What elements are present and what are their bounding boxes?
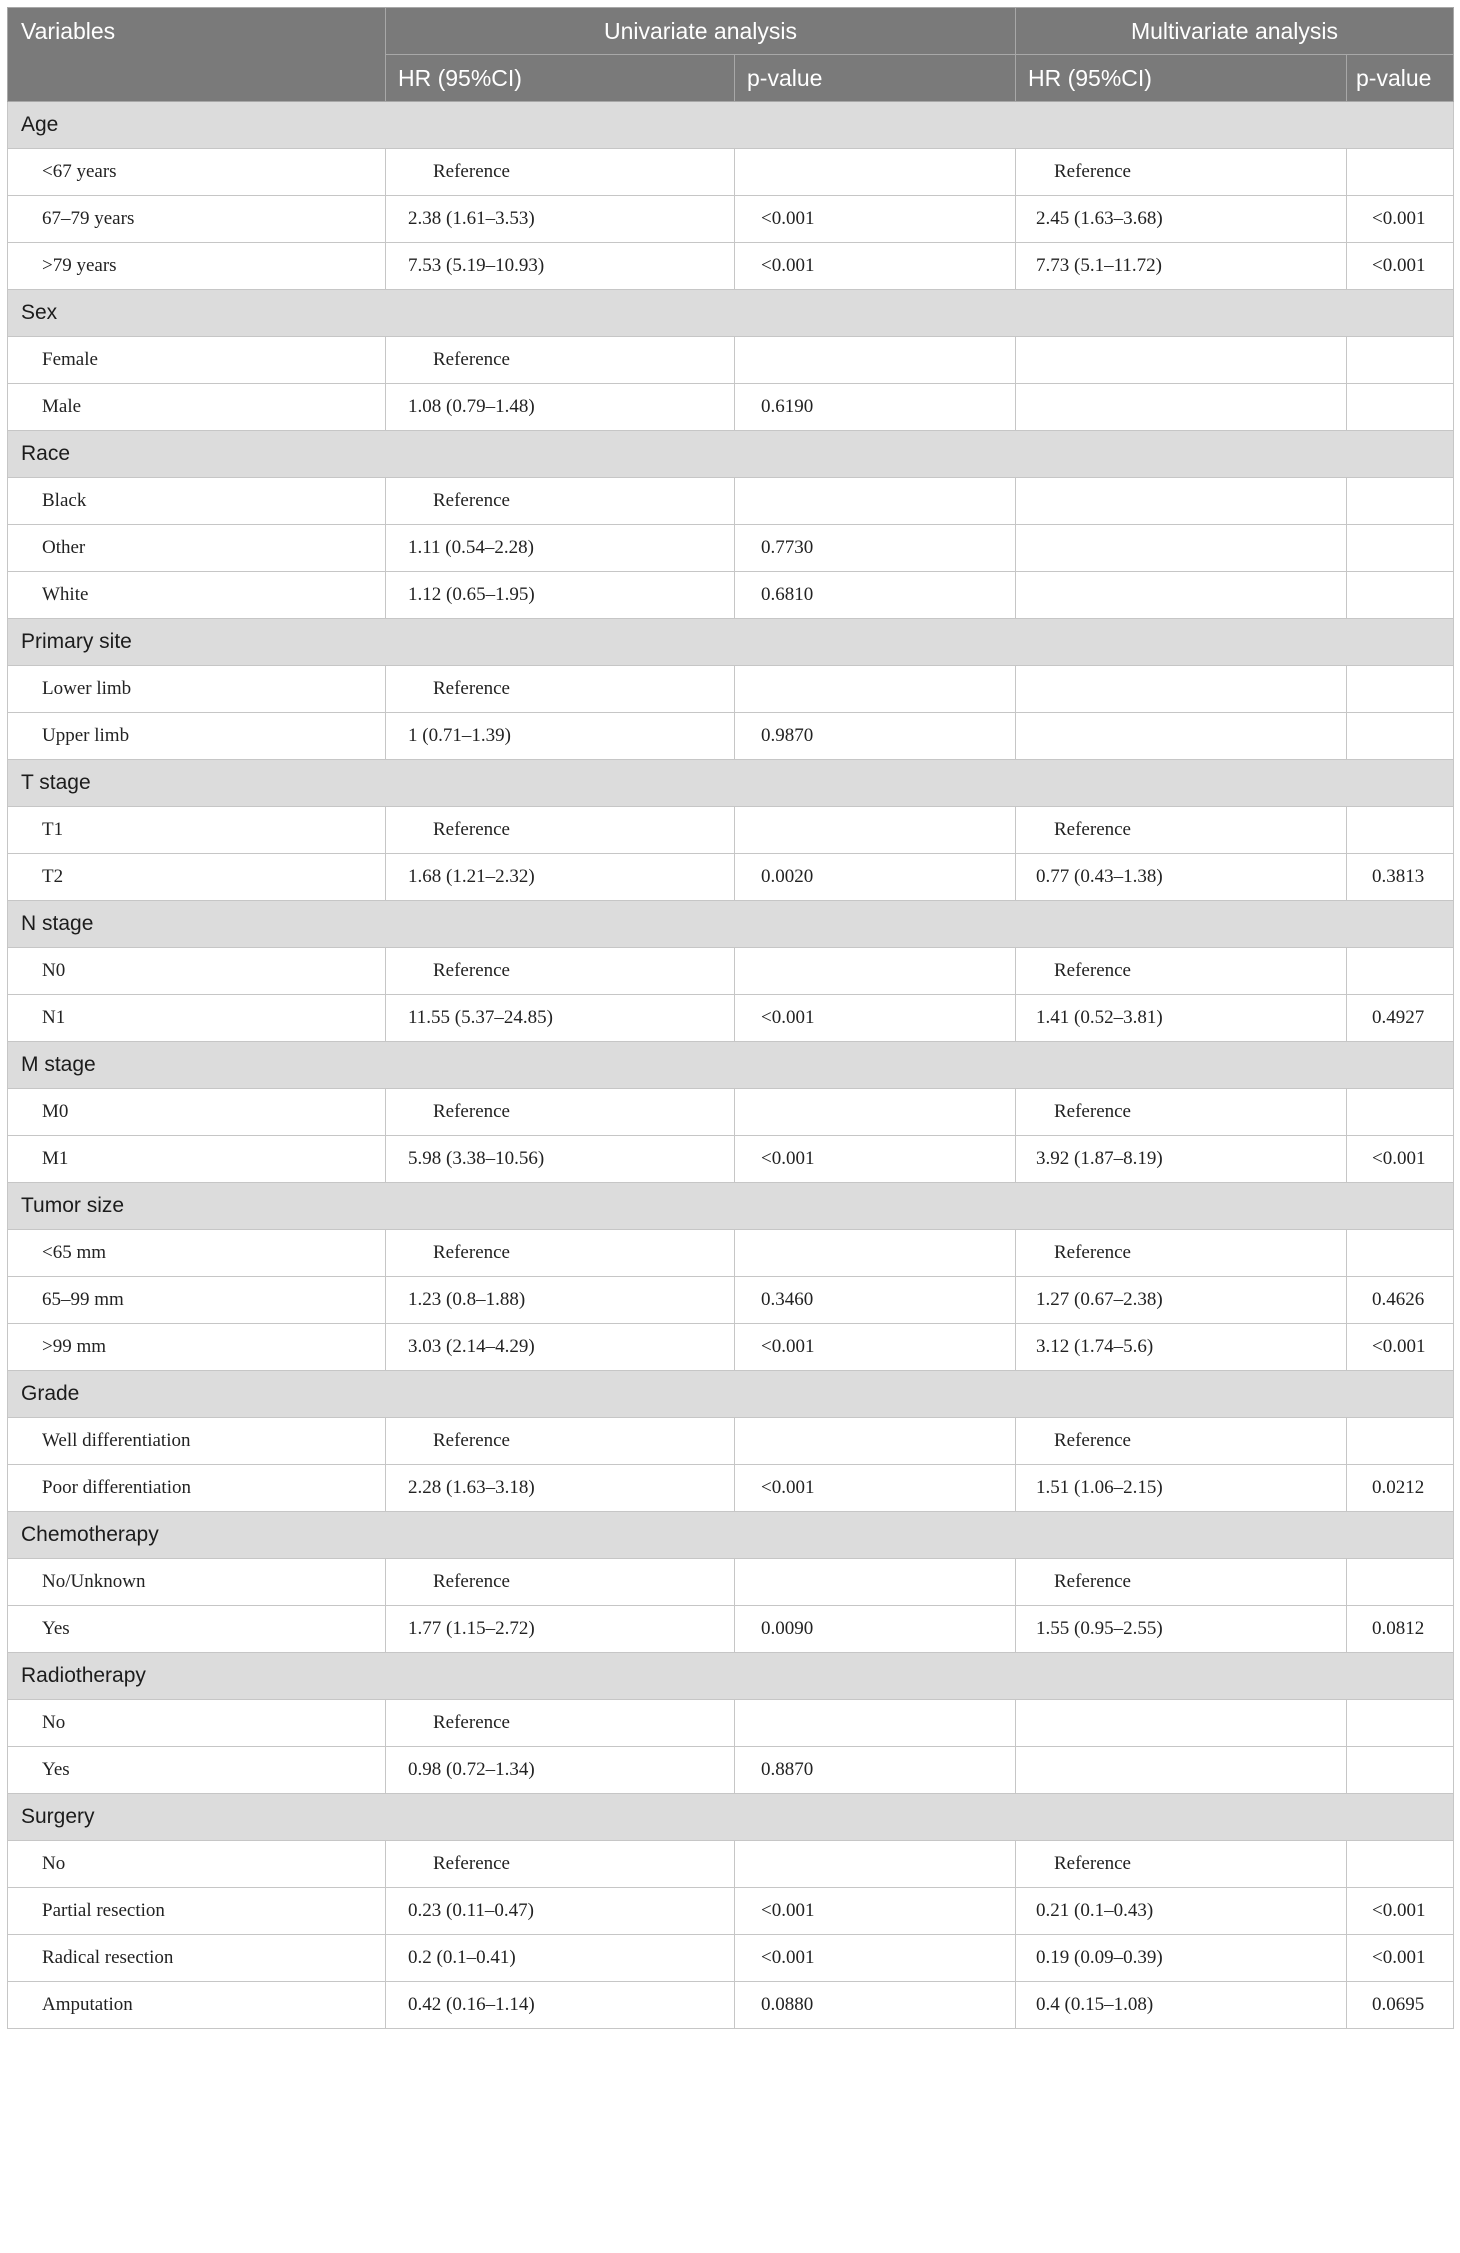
multivariate-hr-cell: Reference xyxy=(1016,807,1347,854)
univariate-hr-cell: 5.98 (3.38–10.56) xyxy=(386,1136,735,1183)
group-label: Race xyxy=(8,431,1454,478)
multivariate-hr-cell xyxy=(1016,1700,1347,1747)
univariate-p-cell: <0.001 xyxy=(735,995,1016,1042)
row-label: <65 mm xyxy=(8,1230,386,1277)
univariate-p-cell: <0.001 xyxy=(735,243,1016,290)
univariate-p-cell xyxy=(735,1700,1016,1747)
multivariate-hr-cell xyxy=(1016,666,1347,713)
group-label: Sex xyxy=(8,290,1454,337)
table-row xyxy=(8,149,1454,196)
multivariate-p-cell: <0.001 xyxy=(1347,1324,1454,1371)
univariate-hr-cell: Reference xyxy=(386,666,735,713)
multivariate-p-cell: <0.001 xyxy=(1347,196,1454,243)
row-label: Upper limb xyxy=(8,713,386,760)
univariate-hr-cell: 3.03 (2.14–4.29) xyxy=(386,1324,735,1371)
multivariate-p-cell xyxy=(1347,948,1454,995)
multivariate-hr-cell: 0.4 (0.15–1.08) xyxy=(1016,1982,1347,2029)
multivariate-hr-cell: Reference xyxy=(1016,1559,1347,1606)
multivariate-p-cell xyxy=(1347,337,1454,384)
row-label: Poor differentiation xyxy=(8,1465,386,1512)
group-label: T stage xyxy=(8,760,1454,807)
row-label: M1 xyxy=(8,1136,386,1183)
univariate-hr-cell: Reference xyxy=(386,1700,735,1747)
multivariate-p-cell: 0.4927 xyxy=(1347,995,1454,1042)
multivariate-hr-cell: 3.12 (1.74–5.6) xyxy=(1016,1324,1347,1371)
header-univariate: Univariate analysis xyxy=(386,8,1016,55)
table-row xyxy=(8,478,1454,525)
univariate-p-cell xyxy=(735,478,1016,525)
univariate-p-cell: <0.001 xyxy=(735,1465,1016,1512)
univariate-hr-cell: Reference xyxy=(386,1559,735,1606)
multivariate-hr-cell: 1.27 (0.67–2.38) xyxy=(1016,1277,1347,1324)
univariate-p-cell: 0.3460 xyxy=(735,1277,1016,1324)
multivariate-hr-cell: 7.73 (5.1–11.72) xyxy=(1016,243,1347,290)
group-row xyxy=(8,1512,1454,1559)
row-label: Male xyxy=(8,384,386,431)
univariate-p-cell: 0.8870 xyxy=(735,1747,1016,1794)
group-label: M stage xyxy=(8,1042,1454,1089)
table-row xyxy=(8,854,1454,901)
multivariate-p-cell xyxy=(1347,713,1454,760)
table-row xyxy=(8,1465,1454,1512)
multivariate-hr-cell: 0.77 (0.43–1.38) xyxy=(1016,854,1347,901)
table-row xyxy=(8,713,1454,760)
multivariate-p-cell: 0.0212 xyxy=(1347,1465,1454,1512)
univariate-hr-cell: 1.68 (1.21–2.32) xyxy=(386,854,735,901)
multivariate-hr-cell xyxy=(1016,525,1347,572)
univariate-p-cell xyxy=(735,1089,1016,1136)
multivariate-hr-cell: Reference xyxy=(1016,1841,1347,1888)
univariate-hr-cell: 7.53 (5.19–10.93) xyxy=(386,243,735,290)
table-row xyxy=(8,1324,1454,1371)
row-label: Other xyxy=(8,525,386,572)
multivariate-p-cell: 0.4626 xyxy=(1347,1277,1454,1324)
multivariate-p-cell xyxy=(1347,478,1454,525)
multivariate-hr-cell xyxy=(1016,713,1347,760)
multivariate-hr-cell: Reference xyxy=(1016,1089,1347,1136)
multivariate-hr-cell: 0.19 (0.09–0.39) xyxy=(1016,1935,1347,1982)
univariate-p-cell: 0.7730 xyxy=(735,525,1016,572)
multivariate-hr-cell xyxy=(1016,337,1347,384)
row-label: No xyxy=(8,1841,386,1888)
table-body xyxy=(8,102,1454,2029)
table-row xyxy=(8,525,1454,572)
univariate-p-cell: 0.6190 xyxy=(735,384,1016,431)
multivariate-hr-cell: 1.41 (0.52–3.81) xyxy=(1016,995,1347,1042)
multivariate-hr-cell: Reference xyxy=(1016,149,1347,196)
header-variables-label: Variables xyxy=(21,18,116,44)
row-label: 67–79 years xyxy=(8,196,386,243)
univariate-hr-cell: 0.42 (0.16–1.14) xyxy=(386,1982,735,2029)
univariate-hr-cell: Reference xyxy=(386,1089,735,1136)
univariate-p-cell xyxy=(735,1559,1016,1606)
univariate-p-cell: <0.001 xyxy=(735,1888,1016,1935)
univariate-p-cell: <0.001 xyxy=(735,196,1016,243)
univariate-hr-cell: Reference xyxy=(386,1230,735,1277)
univariate-hr-cell: 1.08 (0.79–1.48) xyxy=(386,384,735,431)
univariate-p-cell xyxy=(735,948,1016,995)
multivariate-p-cell xyxy=(1347,1230,1454,1277)
univariate-hr-cell: 1 (0.71–1.39) xyxy=(386,713,735,760)
univariate-hr-cell: 1.77 (1.15–2.72) xyxy=(386,1606,735,1653)
univariate-p-cell: <0.001 xyxy=(735,1935,1016,1982)
multivariate-p-cell xyxy=(1347,1089,1454,1136)
univariate-p-cell xyxy=(735,1230,1016,1277)
group-row xyxy=(8,290,1454,337)
header-row-top xyxy=(8,8,1454,55)
table-row xyxy=(8,1418,1454,1465)
row-label: Well differentiation xyxy=(8,1418,386,1465)
univariate-hr-cell: 0.23 (0.11–0.47) xyxy=(386,1888,735,1935)
multivariate-p-cell xyxy=(1347,666,1454,713)
group-row xyxy=(8,1794,1454,1841)
table-row xyxy=(8,1606,1454,1653)
table-row xyxy=(8,1136,1454,1183)
univariate-hr-cell: 1.23 (0.8–1.88) xyxy=(386,1277,735,1324)
multivariate-p-cell: 0.0812 xyxy=(1347,1606,1454,1653)
header-multivariate-p-label: p-value xyxy=(1356,64,1432,91)
multivariate-p-cell xyxy=(1347,807,1454,854)
multivariate-p-cell xyxy=(1347,572,1454,619)
row-label: Yes xyxy=(8,1747,386,1794)
row-label: >99 mm xyxy=(8,1324,386,1371)
row-label: N0 xyxy=(8,948,386,995)
table-row xyxy=(8,337,1454,384)
group-label: Tumor size xyxy=(8,1183,1454,1230)
univariate-hr-cell: 0.2 (0.1–0.41) xyxy=(386,1935,735,1982)
univariate-p-cell: <0.001 xyxy=(735,1324,1016,1371)
table-row xyxy=(8,1747,1454,1794)
header-multivariate-p xyxy=(1347,55,1454,102)
multivariate-p-cell xyxy=(1347,1700,1454,1747)
header-multivariate-hr xyxy=(1016,55,1347,102)
header-univariate-p-label: p-value xyxy=(747,64,823,91)
multivariate-p-cell: <0.001 xyxy=(1347,243,1454,290)
multivariate-p-cell: <0.001 xyxy=(1347,1935,1454,1982)
univariate-p-cell xyxy=(735,337,1016,384)
group-label: Age xyxy=(8,102,1454,149)
table-row xyxy=(8,948,1454,995)
row-label: White xyxy=(8,572,386,619)
table-row xyxy=(8,572,1454,619)
table-row xyxy=(8,1935,1454,1982)
multivariate-hr-cell xyxy=(1016,572,1347,619)
table-row xyxy=(8,1841,1454,1888)
table-row xyxy=(8,243,1454,290)
row-label: T2 xyxy=(8,854,386,901)
group-label: Chemotherapy xyxy=(8,1512,1454,1559)
row-label: Female xyxy=(8,337,386,384)
row-label: Lower limb xyxy=(8,666,386,713)
row-label: >79 years xyxy=(8,243,386,290)
row-label: Partial resection xyxy=(8,1888,386,1935)
table-container xyxy=(7,7,1454,2029)
row-label: T1 xyxy=(8,807,386,854)
group-row xyxy=(8,901,1454,948)
regression-table xyxy=(7,7,1454,2029)
row-label: Yes xyxy=(8,1606,386,1653)
row-label: 65–99 mm xyxy=(8,1277,386,1324)
multivariate-p-cell: <0.001 xyxy=(1347,1888,1454,1935)
multivariate-p-cell xyxy=(1347,525,1454,572)
multivariate-hr-cell xyxy=(1016,1747,1347,1794)
univariate-p-cell xyxy=(735,1418,1016,1465)
group-row xyxy=(8,431,1454,478)
univariate-p-cell: 0.0020 xyxy=(735,854,1016,901)
univariate-p-cell: 0.9870 xyxy=(735,713,1016,760)
row-label: N1 xyxy=(8,995,386,1042)
table-row xyxy=(8,384,1454,431)
table-row xyxy=(8,1888,1454,1935)
multivariate-p-cell: <0.001 xyxy=(1347,1136,1454,1183)
group-label: Primary site xyxy=(8,619,1454,666)
group-row xyxy=(8,1371,1454,1418)
univariate-hr-cell: 1.12 (0.65–1.95) xyxy=(386,572,735,619)
univariate-p-cell xyxy=(735,807,1016,854)
header-variables xyxy=(8,8,386,102)
table-row xyxy=(8,1982,1454,2029)
univariate-p-cell: 0.0880 xyxy=(735,1982,1016,2029)
row-label: Black xyxy=(8,478,386,525)
group-row xyxy=(8,1183,1454,1230)
table-row xyxy=(8,666,1454,713)
table-row xyxy=(8,1089,1454,1136)
univariate-hr-cell: 11.55 (5.37–24.85) xyxy=(386,995,735,1042)
univariate-hr-cell: Reference xyxy=(386,149,735,196)
multivariate-p-cell xyxy=(1347,149,1454,196)
multivariate-p-cell xyxy=(1347,1418,1454,1465)
header-multivariate: Multivariate analysis xyxy=(1016,8,1454,55)
header-univariate-p xyxy=(735,55,1016,102)
table-row xyxy=(8,995,1454,1042)
multivariate-p-cell xyxy=(1347,1747,1454,1794)
group-label: Grade xyxy=(8,1371,1454,1418)
multivariate-p-cell xyxy=(1347,384,1454,431)
multivariate-hr-cell: 1.51 (1.06–2.15) xyxy=(1016,1465,1347,1512)
univariate-hr-cell: Reference xyxy=(386,337,735,384)
table-row xyxy=(8,1277,1454,1324)
row-label: Radical resection xyxy=(8,1935,386,1982)
table-row xyxy=(8,196,1454,243)
table-row xyxy=(8,1559,1454,1606)
univariate-hr-cell: Reference xyxy=(386,1841,735,1888)
multivariate-hr-cell xyxy=(1016,478,1347,525)
group-row xyxy=(8,1653,1454,1700)
multivariate-hr-cell: Reference xyxy=(1016,1230,1347,1277)
univariate-hr-cell: Reference xyxy=(386,948,735,995)
table-row xyxy=(8,1700,1454,1747)
multivariate-hr-cell: 2.45 (1.63–3.68) xyxy=(1016,196,1347,243)
row-label: <67 years xyxy=(8,149,386,196)
univariate-hr-cell: Reference xyxy=(386,807,735,854)
row-label: No/Unknown xyxy=(8,1559,386,1606)
multivariate-p-cell: 0.0695 xyxy=(1347,1982,1454,2029)
univariate-p-cell xyxy=(735,1841,1016,1888)
multivariate-hr-cell: 0.21 (0.1–0.43) xyxy=(1016,1888,1347,1935)
group-row xyxy=(8,102,1454,149)
header-univariate-hr xyxy=(386,55,735,102)
multivariate-p-cell: 0.3813 xyxy=(1347,854,1454,901)
group-row xyxy=(8,760,1454,807)
multivariate-p-cell xyxy=(1347,1559,1454,1606)
univariate-hr-cell: 1.11 (0.54–2.28) xyxy=(386,525,735,572)
multivariate-hr-cell: 1.55 (0.95–2.55) xyxy=(1016,1606,1347,1653)
multivariate-hr-cell: Reference xyxy=(1016,1418,1347,1465)
univariate-hr-cell: 0.98 (0.72–1.34) xyxy=(386,1747,735,1794)
table-header xyxy=(8,8,1454,102)
group-row xyxy=(8,1042,1454,1089)
group-row xyxy=(8,619,1454,666)
row-label: Amputation xyxy=(8,1982,386,2029)
univariate-p-cell: <0.001 xyxy=(735,1136,1016,1183)
univariate-hr-cell: Reference xyxy=(386,1418,735,1465)
multivariate-hr-cell: 3.92 (1.87–8.19) xyxy=(1016,1136,1347,1183)
multivariate-p-cell xyxy=(1347,1841,1454,1888)
header-univariate-hr-label: HR (95%CI) xyxy=(398,64,522,91)
univariate-hr-cell: 2.38 (1.61–3.53) xyxy=(386,196,735,243)
header-multivariate-hr-label: HR (95%CI) xyxy=(1028,64,1152,91)
univariate-p-cell: 0.0090 xyxy=(735,1606,1016,1653)
table-row xyxy=(8,807,1454,854)
univariate-p-cell xyxy=(735,149,1016,196)
group-label: Surgery xyxy=(8,1794,1454,1841)
row-label: No xyxy=(8,1700,386,1747)
multivariate-hr-cell: Reference xyxy=(1016,948,1347,995)
row-label: M0 xyxy=(8,1089,386,1136)
group-label: N stage xyxy=(8,901,1454,948)
group-label: Radiotherapy xyxy=(8,1653,1454,1700)
univariate-p-cell: 0.6810 xyxy=(735,572,1016,619)
univariate-hr-cell: Reference xyxy=(386,478,735,525)
univariate-p-cell xyxy=(735,666,1016,713)
table-row xyxy=(8,1230,1454,1277)
multivariate-hr-cell xyxy=(1016,384,1347,431)
univariate-hr-cell: 2.28 (1.63–3.18) xyxy=(386,1465,735,1512)
